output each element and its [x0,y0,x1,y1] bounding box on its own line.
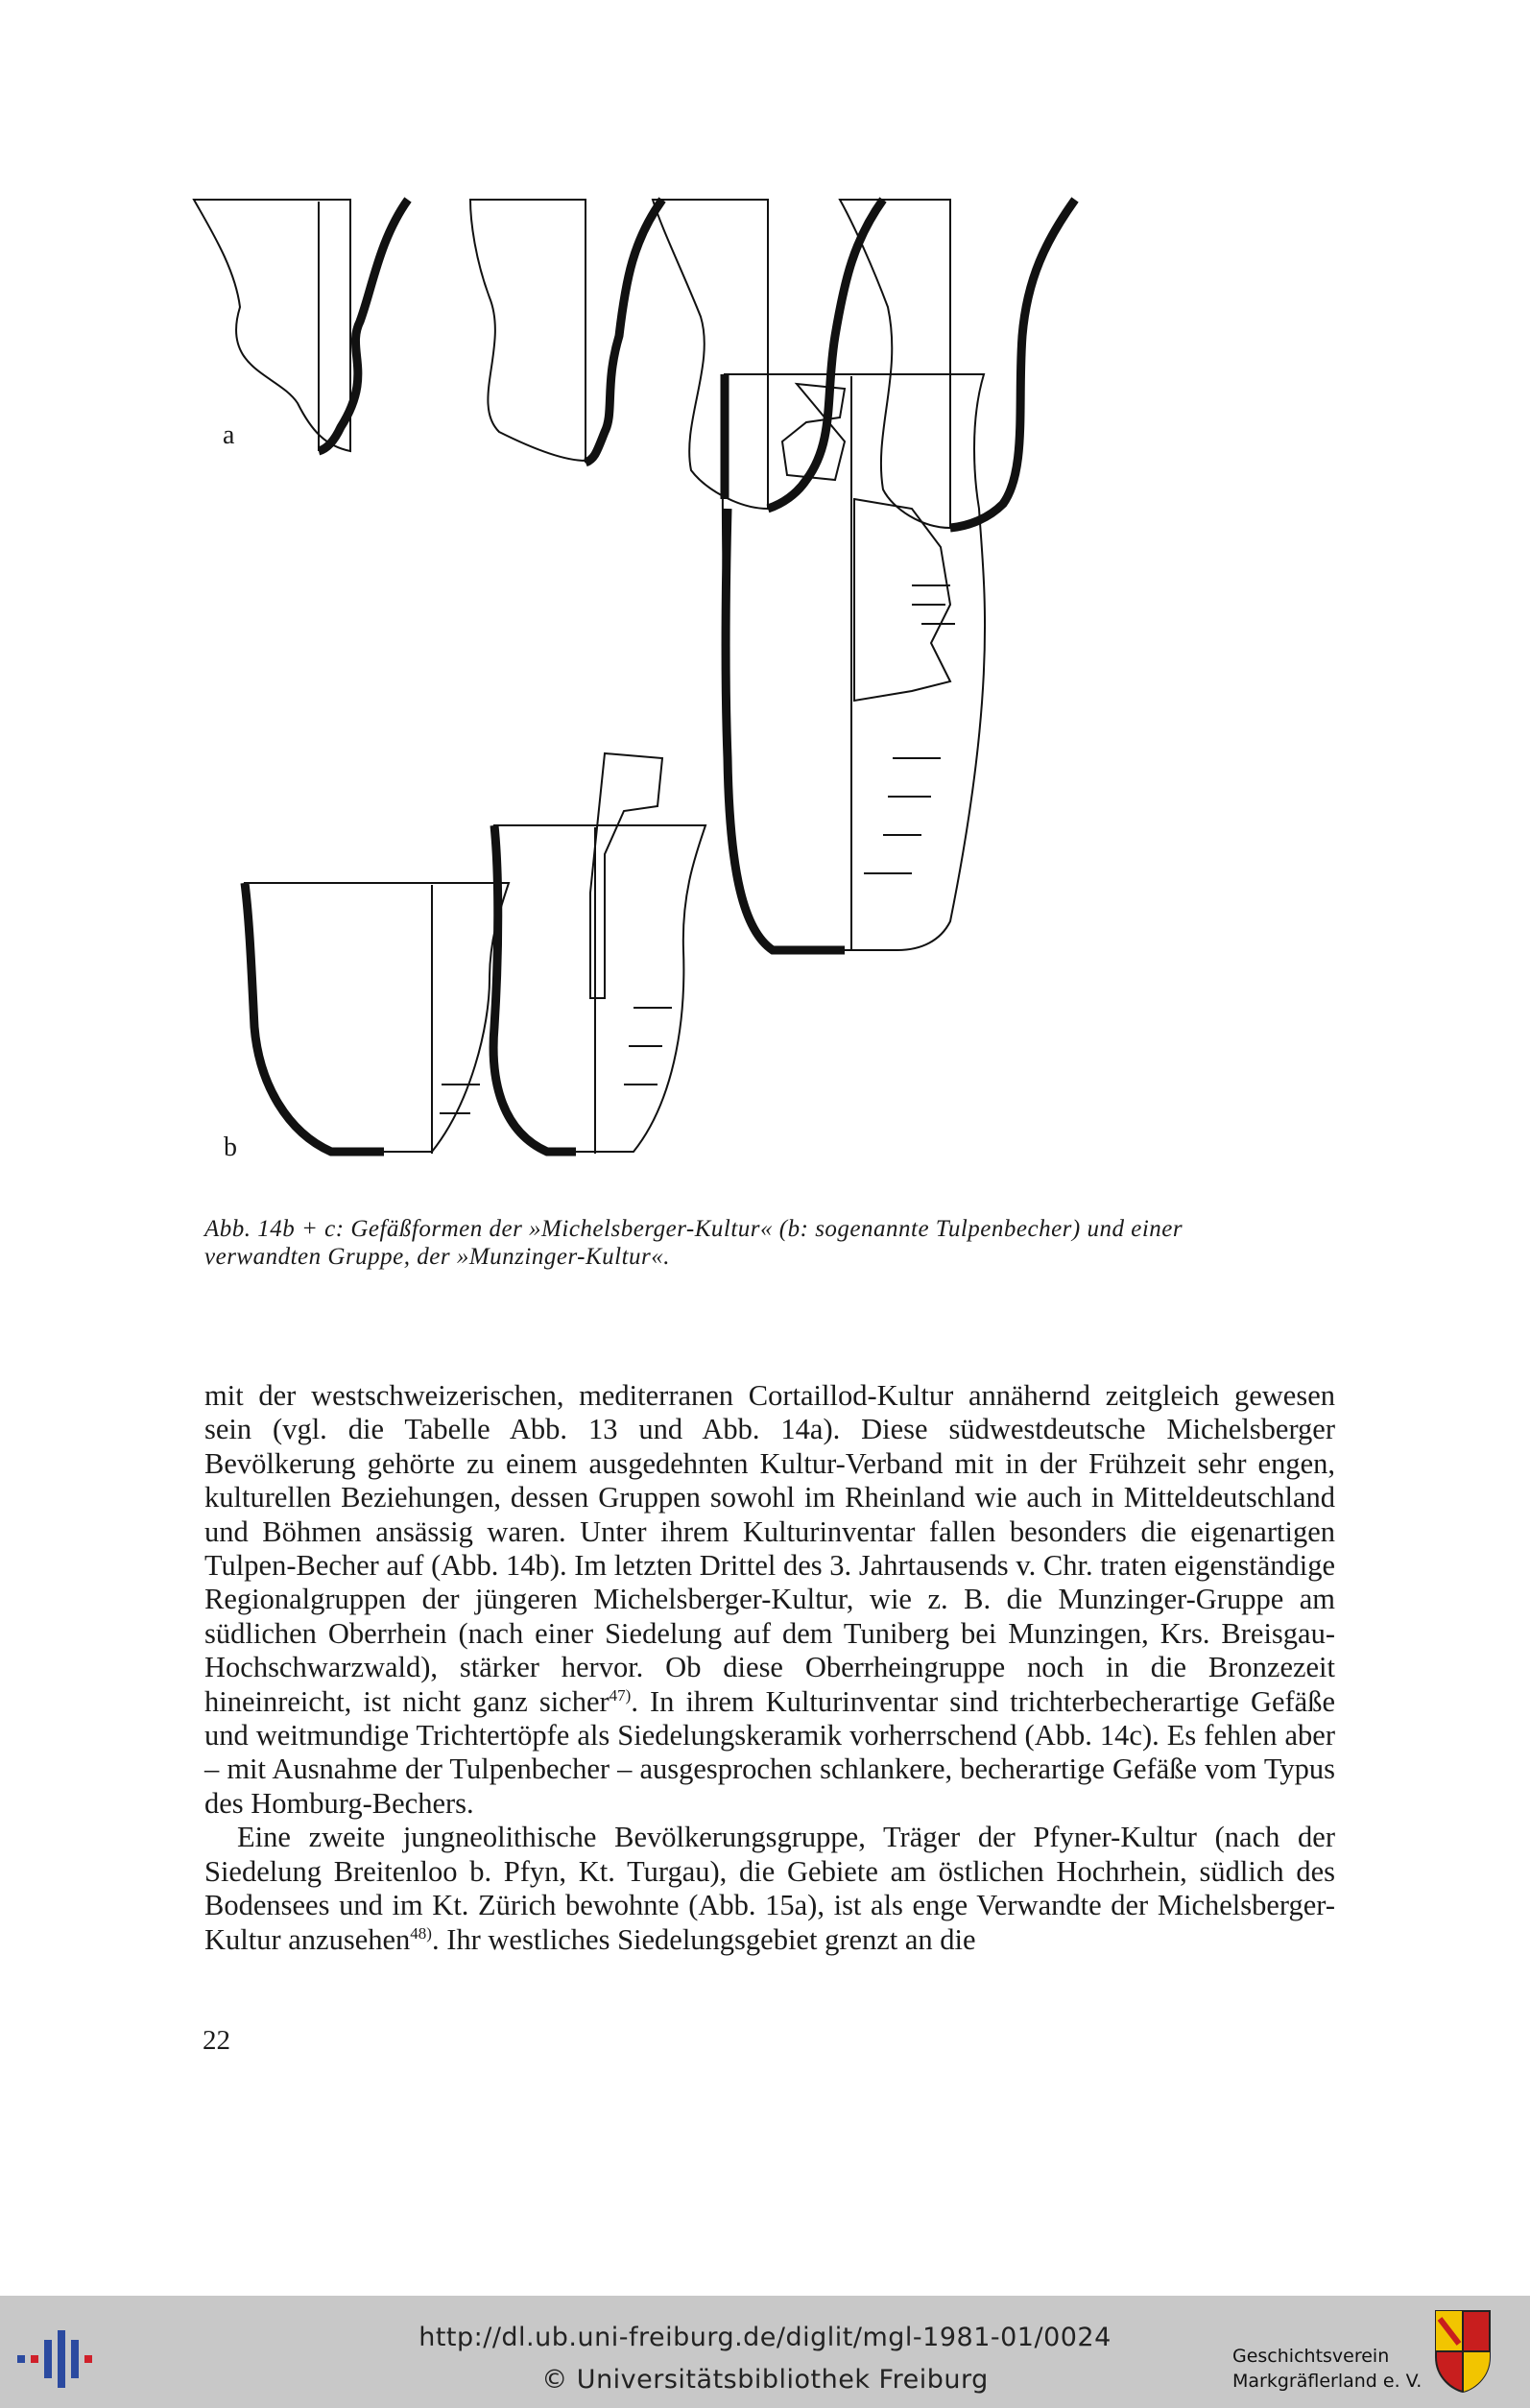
figure-label-b: b [224,1132,237,1162]
paragraph-1 [204,1379,1335,1821]
paragraph-2-text-b: . Ihr westliches Siedelungsgebiet grenzt an die [431,1922,976,1956]
vessel-a3 [653,200,883,509]
coat-of-arms-icon [1434,2309,1492,2394]
copyright-text: © Universitätsbibliothek Freiburg [541,2365,989,2395]
society-line-1: Geschichtsverein [1232,2346,1390,2367]
vessel-a4 [840,200,1075,528]
page-number: 22 [203,2025,230,2056]
society-line-2: Markgräflerland e. V. [1232,2371,1422,2392]
paragraph-1-text-b: . In ihrem Kulturinventar sind trichterbecherartige Gefäße und weitmundige Trichtertöpfe als Siedelungskeramik vorherrschend (Abb. 14c). Es fehlen aber – mit Ausnahme der Tulpenbecher – ausgesprochen schlankere, becherartige Gefäße vom Typus des Homburg-Bechers. [204,1684,1335,1820]
vessel-b3 [723,374,985,950]
paragraph-1-text-a: mit der westschweizerischen, mediterranen Cortaillod-Kultur annähernd zeitgleich gewesen sein (vgl. die Tabelle Abb. 13 und Abb. 14a). Diese südwestdeutsche Michelsberger Bevölkerung gehörte zu einem ausgedehnten Kultur-Verband mit in der Frühzeit sehr engen, kulturellen Beziehungen, dessen Gruppen sowohl im Rheinland wie auch in Mitteldeutschland und Böhmen ansässig waren. Unter ihrem Kulturinventar fallen besonders die eigenartigen Tulpen-Becher auf (Abb. 14b). Im letzten Drittel des 3. Jahrtausends v. Chr. traten eigenständige Regionalgruppen der jüngeren Michelsberger-Kultur, wie z. B. die Munzinger-Gruppe am südlichen Oberrhein (nach einer Siedelung auf dem Tuniberg bei Munzingen, Krs. Breisgau-Hochschwarzwald), stärker hervor. Ob diese Oberrheingruppe noch in die Bronzezeit hineinreicht, ist nicht ganz sicher [204,1379,1335,1718]
caption-line-2: verwandten Gruppe, der »Munzinger-Kultur«. [204,1244,671,1270]
footnote-ref-48: 48) [410,1923,432,1943]
society-name [1232,2344,1422,2394]
vessel-a1 [194,200,408,451]
document-url-link[interactable]: http://dl.ub.uni-freiburg.de/diglit/mgl-1981-01/0024 [418,2323,1112,2352]
vessel-drawings [182,182,1353,1219]
footer-bar [0,2296,1530,2408]
body-text [204,1379,1335,1957]
figure-label-a: a [223,420,235,450]
vessel-b2 [493,753,705,1154]
paragraph-2 [204,1821,1335,1957]
pottery-figure [182,182,1353,1219]
figure-caption [204,1215,1337,1271]
caption-line-1: Abb. 14b + c: Gefäßformen der »Michelsberger-Kultur« (b: sogenannte Tulpenbecher) und einer [204,1216,1183,1242]
footnote-ref-47: 47) [609,1685,632,1705]
paragraph-2-text-a: Eine zweite jungneolithische Bevölkerungsgruppe, Träger der Pfyner-Kultur (nach der Siedelung Breitenloo b. Pfyn, Kt. Turgau), die Gebiete am östlichen Hochrhein, südlich des Bodensees und im Kt. Zürich bewohnte (Abb. 15a), ist als enge Verwandte der Michelsberger-Kultur anzusehen [204,1821,1335,1956]
vessel-a2 [470,200,662,463]
